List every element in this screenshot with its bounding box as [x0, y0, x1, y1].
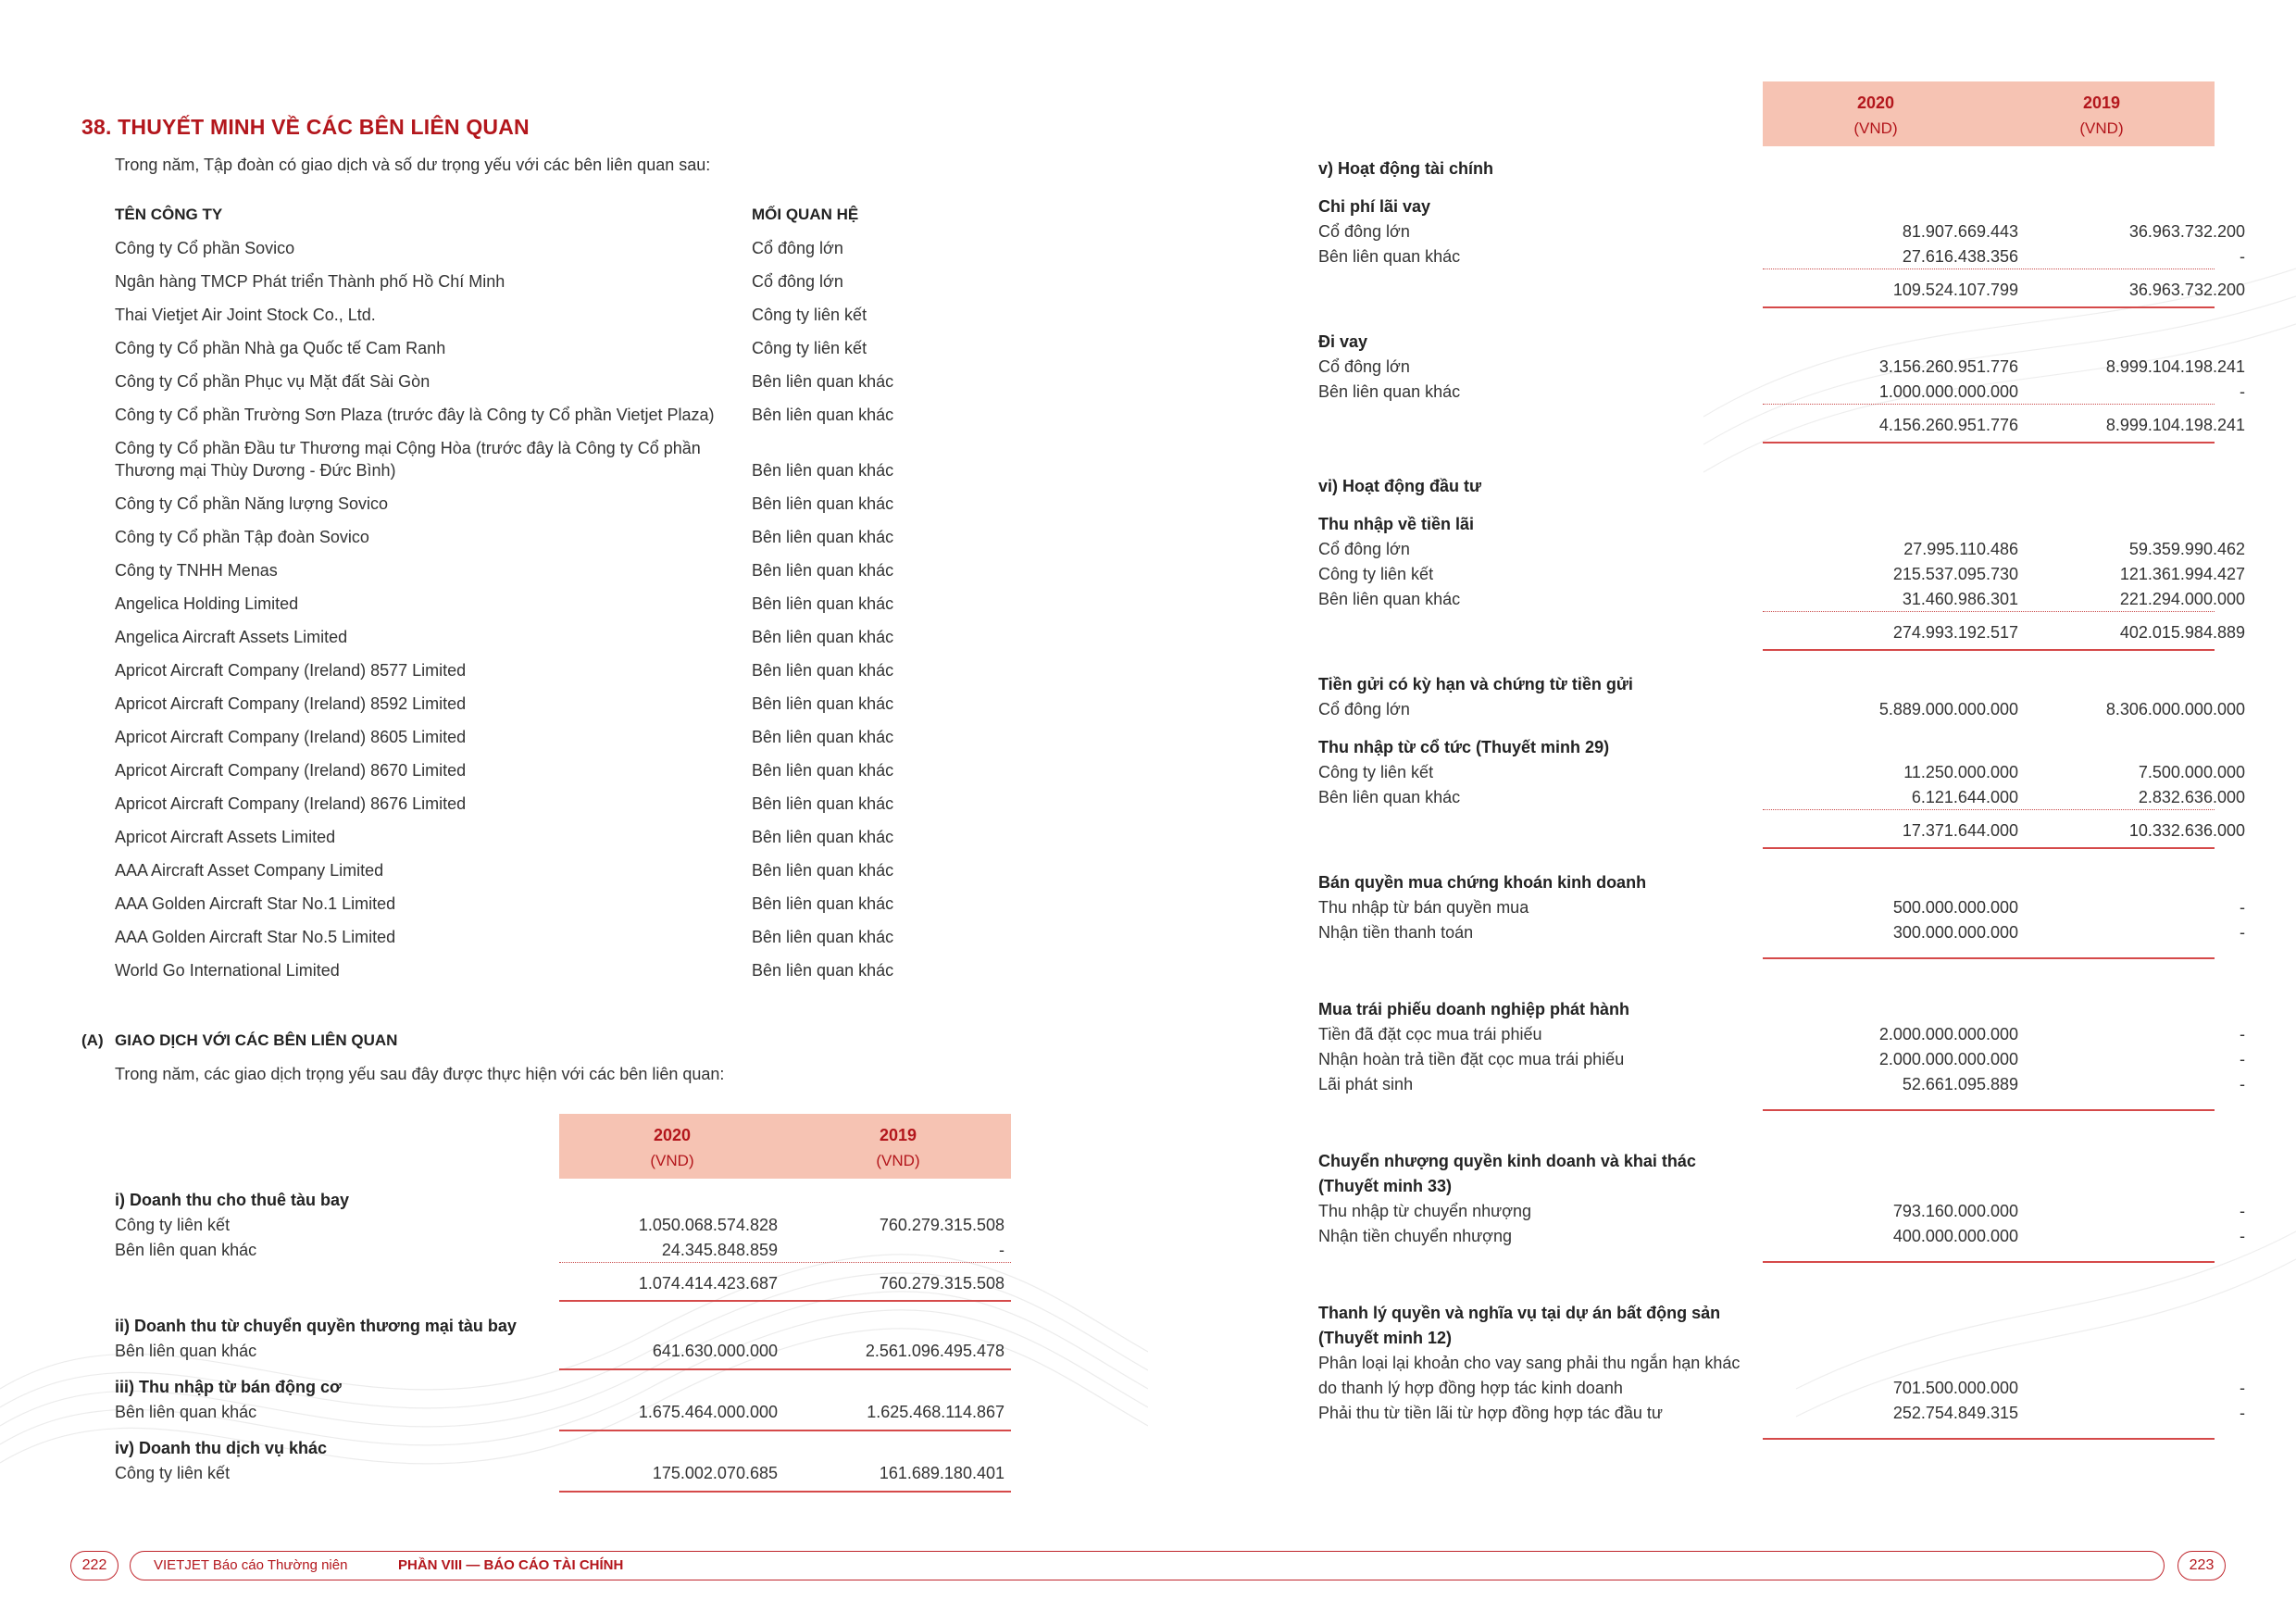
value-2020: 81.907.669.443: [1902, 222, 2018, 241]
row-label: Bên liên quan khác: [1318, 382, 1461, 401]
data-row: [115, 1237, 1011, 1262]
company-name: [115, 959, 752, 981]
company-relation: Công ty liên kết: [752, 339, 867, 357]
spacer: [1318, 651, 2215, 671]
company-row: [115, 304, 1041, 326]
spacer: [1318, 1263, 2215, 1300]
row-label: Công ty liên kết: [115, 1464, 231, 1482]
value-2019: 8.999.104.198.241: [2105, 416, 2245, 434]
company-relation: Bên liên quan khác: [752, 406, 894, 424]
value-2019: -: [2240, 898, 2245, 917]
spacer: [1318, 721, 2215, 734]
row-label: iv) Doanh thu dịch vụ khác: [115, 1439, 328, 1457]
company-name-line: Công ty Cổ phần Nhà ga Quốc tế Cam Ranh: [115, 339, 446, 357]
group-heading: [1318, 869, 2215, 894]
unit-label: (VND): [876, 1152, 920, 1169]
company-name: [115, 759, 752, 781]
value-2020: 1.675.464.000.000: [638, 1403, 778, 1421]
value-2020: 252.754.849.315: [1892, 1404, 2018, 1422]
company-relation: Bên liên quan khác: [752, 728, 894, 746]
company-name: [115, 893, 752, 915]
spacer: [1318, 443, 2215, 464]
company-name-line: Apricot Aircraft Company (Ireland) 8676 Limited: [115, 794, 467, 813]
company-name-line: AAA Golden Aircraft Star No.5 Limited: [115, 928, 396, 946]
value-2020: 400.000.000.000: [1892, 1227, 2018, 1245]
value-2020: 109.524.107.799: [1892, 281, 2018, 299]
value-2019: -: [2240, 1025, 2245, 1043]
company-name: [115, 793, 752, 815]
company-name-line: Apricot Aircraft Company (Ireland) 8670 Limited: [115, 761, 467, 780]
row-label: Thanh lý quyền và nghĩa vụ tại dự án bất động sản: [1318, 1304, 1721, 1322]
company-name-line: Ngân hàng TMCP Phát triển Thành phố Hồ Chí Minh: [115, 272, 505, 291]
row-label: do thanh lý hợp đồng hợp tác kinh doanh: [1318, 1379, 1623, 1397]
company-row: [115, 826, 1041, 848]
column-header-relation: MỐI QUAN HỆ: [752, 206, 859, 223]
value-2020: 1.050.068.574.828: [638, 1216, 778, 1234]
row-rule: [559, 1430, 1011, 1431]
value-2019: -: [2240, 1202, 2245, 1220]
row-label: Cổ đông lớn: [1318, 700, 1410, 718]
year-2020-label: 2020: [1856, 94, 1895, 112]
company-name-line: Apricot Aircraft Company (Ireland) 8592 Limited: [115, 694, 467, 713]
value-2020: 500.000.000.000: [1892, 898, 2018, 917]
row-label: v) Hoạt động tài chính: [1318, 159, 1493, 178]
unit-label: (VND): [1853, 119, 1898, 137]
spacer: [1318, 959, 2215, 996]
company-name: [115, 526, 752, 548]
company-relation: Công ty liên kết: [752, 306, 867, 324]
row-label: Nhận hoàn trả tiền đặt cọc mua trái phiếu: [1318, 1050, 1625, 1068]
section-rule: [1763, 1248, 2215, 1263]
group-heading: [115, 1313, 1011, 1338]
total-row: [1763, 269, 2245, 308]
row-label: i) Doanh thu cho thuê tàu bay: [115, 1191, 349, 1209]
value-2019: -: [2240, 1404, 2245, 1422]
company-name: [115, 926, 752, 948]
data-row: [1318, 1375, 2245, 1400]
company-relation: Bên liên quan khác: [752, 761, 894, 780]
value-2019: 10.332.636.000: [2128, 821, 2245, 840]
row-label: Công ty liên kết: [115, 1216, 231, 1234]
row-label: Phải thu từ tiền lãi từ hợp đồng hợp tác đầu tư: [1318, 1404, 1663, 1422]
row-label: Thu nhập về tiền lãi: [1318, 515, 1475, 533]
data-row: [1318, 536, 2245, 561]
value-2019: 8.999.104.198.241: [2105, 357, 2245, 376]
row-label: Mua trái phiếu doanh nghiệp phát hành: [1318, 1000, 1629, 1018]
row-label: Bên liên quan khác: [115, 1403, 257, 1421]
row-label: Công ty liên kết: [1318, 565, 1434, 583]
company-relation: Bên liên quan khác: [752, 928, 894, 946]
data-row: [1318, 1400, 2245, 1425]
row-label: Nhận tiền thanh toán: [1318, 923, 1474, 942]
company-name: [115, 693, 752, 715]
row-label: Tiền đã đặt cọc mua trái phiếu: [1318, 1025, 1542, 1043]
data-row: [1318, 1223, 2245, 1248]
value-2019: -: [2240, 923, 2245, 942]
section-rule: [1763, 1096, 2215, 1111]
company-name: [115, 270, 752, 293]
group-heading: [1318, 1173, 2215, 1198]
value-2019: 121.361.994.427: [2119, 565, 2245, 583]
value-2020: 4.156.260.951.776: [1878, 416, 2018, 434]
row-label: Cổ đông lớn: [1318, 357, 1410, 376]
company-relation: Bên liên quan khác: [752, 828, 894, 846]
value-2020: 27.995.110.486: [1903, 540, 2018, 558]
data-row: [1318, 759, 2245, 784]
group-heading: [1318, 734, 2215, 759]
group-heading: [1318, 671, 2215, 696]
company-row: [115, 893, 1041, 915]
row-label: ii) Doanh thu từ chuyển quyền thương mại tàu bay: [115, 1317, 517, 1335]
row-label: Tiền gửi có kỳ hạn và chứng từ tiền gửi: [1318, 675, 1633, 693]
related-party-list: [115, 237, 1041, 993]
section-title: 38. THUYẾT MINH VỀ CÁC BÊN LIÊN QUAN: [81, 115, 530, 139]
total-row: [559, 1262, 1011, 1302]
company-name-line: World Go International Limited: [115, 961, 340, 980]
value-2020: 52.661.095.889: [1902, 1075, 2018, 1093]
value-2019: 221.294.000.000: [2119, 590, 2245, 608]
spacer: [1318, 849, 2215, 869]
company-row: [115, 337, 1041, 359]
data-row: [115, 1460, 1011, 1485]
group-heading: [115, 1187, 1011, 1212]
company-name-line: Angelica Holding Limited: [115, 594, 299, 613]
value-2020: 274.993.192.517: [1892, 623, 2018, 642]
value-2020: 2.000.000.000.000: [1878, 1050, 2018, 1068]
group-heading: [1318, 511, 2215, 536]
value-2020: 215.537.095.730: [1892, 565, 2018, 583]
company-relation: Bên liên quan khác: [752, 961, 894, 980]
data-row: [1318, 894, 2245, 919]
row-label: Nhận tiền chuyển nhượng: [1318, 1227, 1512, 1245]
value-2019: 1.625.468.114.867: [867, 1403, 1004, 1421]
footer-bar: [130, 1551, 2165, 1580]
row-label: iii) Thu nhập từ bán động cơ: [115, 1378, 342, 1396]
value-2019: 2.832.636.000: [2138, 788, 2245, 806]
section-rule: [1763, 944, 2215, 959]
data-row: [1318, 1021, 2245, 1046]
company-name: [115, 404, 752, 426]
unit-label: (VND): [650, 1152, 694, 1169]
transactions-table-right: [1318, 156, 2245, 1477]
company-row: [115, 559, 1041, 581]
value-2019: 36.963.732.200: [2128, 281, 2245, 299]
data-row: [1318, 244, 2245, 269]
row-label: Cổ đông lớn: [1318, 222, 1410, 241]
spacer: [1318, 308, 2215, 329]
footer-brand: VIETJET Báo cáo Thường niên: [154, 1557, 348, 1573]
value-2019: -: [2240, 1050, 2245, 1068]
row-label: Phân loại lại khoản cho vay sang phải thu ngắn hạn khác: [1318, 1354, 1741, 1372]
data-row: [1318, 561, 2245, 586]
row-label: Bên liên quan khác: [1318, 247, 1461, 266]
year-2019-label: 2019: [879, 1126, 917, 1144]
company-name: [115, 626, 752, 648]
value-2019: 59.359.990.462: [2128, 540, 2245, 558]
year-header-right: [1763, 81, 2215, 146]
company-relation: Bên liên quan khác: [752, 528, 894, 546]
subsection-a-intro: Trong năm, các giao dịch trọng yếu sau đây được thực hiện với các bên liên quan:: [115, 1065, 725, 1083]
value-2020: 300.000.000.000: [1892, 923, 2018, 942]
value-2019: -: [2240, 382, 2245, 401]
row-rule: [559, 1491, 1011, 1493]
company-row: [115, 593, 1041, 615]
company-row: [115, 926, 1041, 948]
company-name: [115, 304, 752, 326]
company-row: [115, 659, 1041, 681]
company-name: [115, 493, 752, 515]
spacer: [1318, 1111, 2215, 1148]
value-2020: 27.616.438.356: [1902, 247, 2018, 266]
row-label: (Thuyết minh 33): [1318, 1177, 1453, 1195]
company-relation: Bên liên quan khác: [752, 661, 894, 680]
data-row: [1318, 1046, 2245, 1071]
company-name-line: Apricot Aircraft Assets Limited: [115, 828, 336, 846]
company-name: [115, 826, 752, 848]
value-2020: 793.160.000.000: [1892, 1202, 2018, 1220]
company-row: [115, 626, 1041, 648]
value-2019: 760.279.315.508: [879, 1216, 1004, 1234]
value-2019: 760.279.315.508: [879, 1274, 1004, 1293]
group-heading: [1318, 996, 2215, 1021]
row-label: Cổ đông lớn: [1318, 540, 1410, 558]
value-2019: 2.561.096.495.478: [865, 1342, 1004, 1360]
value-2019: 7.500.000.000: [2138, 763, 2245, 781]
row-label: Thu nhập từ bán quyền mua: [1318, 898, 1529, 917]
group-heading: [1318, 1325, 2215, 1350]
company-name: [115, 593, 752, 615]
company-name: [115, 337, 752, 359]
data-row: [1318, 1198, 2245, 1223]
value-2020: 31.460.986.301: [1902, 590, 2018, 608]
subsection-a-label: (A): [81, 1031, 104, 1049]
company-relation: Bên liên quan khác: [752, 372, 894, 391]
company-row: [115, 237, 1041, 259]
group-heading: [115, 1374, 1011, 1399]
company-relation: Cổ đông lớn: [752, 272, 843, 291]
value-2019: -: [2240, 247, 2245, 266]
company-name: [115, 437, 752, 481]
row-label: Bên liên quan khác: [1318, 590, 1461, 608]
row-rule: [559, 1368, 1011, 1370]
group-heading: [1318, 1300, 2215, 1325]
company-relation: Bên liên quan khác: [752, 494, 894, 513]
data-row: [1318, 354, 2245, 379]
value-2020: 641.630.000.000: [652, 1342, 778, 1360]
unit-label: (VND): [2079, 119, 2124, 137]
value-2019: -: [999, 1241, 1004, 1259]
company-row: [115, 859, 1041, 881]
value-2020: 3.156.260.951.776: [1878, 357, 2018, 376]
data-row: [1318, 919, 2245, 944]
company-relation: Bên liên quan khác: [752, 561, 894, 580]
section-heading: [1318, 473, 2215, 498]
company-relation: Bên liên quan khác: [752, 794, 894, 813]
total-row: [1763, 404, 2245, 443]
company-row: [115, 693, 1041, 715]
company-name: [115, 237, 752, 259]
company-name: [115, 559, 752, 581]
section-heading: [1318, 156, 2215, 181]
value-2020: 6.121.644.000: [1911, 788, 2018, 806]
subsection-a-title: GIAO DỊCH VỚI CÁC BÊN LIÊN QUAN: [115, 1031, 398, 1049]
row-label: Bán quyền mua chứng khoán kinh doanh: [1318, 873, 1647, 892]
value-2020: 11.250.000.000: [1903, 763, 2018, 781]
group-heading: [1318, 1148, 2215, 1173]
value-2020: 701.500.000.000: [1892, 1379, 2018, 1397]
section-intro: Trong năm, Tập đoàn có giao dịch và số dư trọng yếu với các bên liên quan sau:: [115, 156, 711, 174]
row-label: Công ty liên kết: [1318, 763, 1434, 781]
value-2020: 24.345.848.859: [661, 1241, 778, 1259]
company-row: [115, 726, 1041, 748]
spacer: [1318, 1440, 2215, 1477]
data-row: [1318, 696, 2245, 721]
row-label: Chi phí lãi vay: [1318, 197, 1431, 216]
data-row: [1318, 784, 2245, 809]
data-row: [115, 1338, 1011, 1363]
value-2020: 5.889.000.000.000: [1878, 700, 2018, 718]
company-name: [115, 859, 752, 881]
value-2019: -: [2240, 1379, 2245, 1397]
year-2020-label: 2020: [653, 1126, 692, 1144]
row-label: Bên liên quan khác: [115, 1342, 257, 1360]
right-page: [1148, 0, 2296, 1624]
company-name: [115, 370, 752, 393]
company-name: [115, 659, 752, 681]
company-name-line: Công ty Cổ phần Tập đoàn Sovico: [115, 528, 369, 546]
company-name-line: Thai Vietjet Air Joint Stock Co., Ltd.: [115, 306, 376, 324]
row-label: Thu nhập từ cổ tức (Thuyết minh 29): [1318, 738, 1610, 756]
row-label: Thu nhập từ chuyển nhượng: [1318, 1202, 1532, 1220]
company-name-line: Công ty Cổ phần Năng lượng Sovico: [115, 494, 389, 513]
data-row: [115, 1399, 1011, 1424]
company-row: [115, 759, 1041, 781]
company-name-line: Thương mại Thùy Dương - Đức Bình): [115, 461, 396, 480]
company-row: [115, 793, 1041, 815]
value-2019: 8.306.000.000.000: [2105, 700, 2245, 718]
value-2019: -: [2240, 1075, 2245, 1093]
company-relation: Bên liên quan khác: [752, 861, 894, 880]
total-row: [1763, 611, 2245, 651]
year-2019-label: 2019: [2082, 94, 2121, 112]
company-name-line: Công ty Cổ phần Đầu tư Thương mại Cộng Hòa (trước đây là Công ty Cổ phần: [115, 439, 701, 457]
data-row: [1318, 1071, 2245, 1096]
company-relation: Bên liên quan khác: [752, 894, 894, 913]
row-label: vi) Hoạt động đầu tư: [1318, 477, 1482, 495]
company-name-line: Apricot Aircraft Company (Ireland) 8577 Limited: [115, 661, 467, 680]
subsection-a-heading: [81, 1031, 397, 1050]
company-relation: Bên liên quan khác: [752, 694, 894, 713]
company-row: [115, 404, 1041, 426]
row-label: Lãi phát sinh: [1318, 1075, 1414, 1093]
company-name-line: Công ty TNHH Menas: [115, 561, 278, 580]
page-number-left: 222: [70, 1551, 119, 1580]
data-row: [1318, 219, 2245, 244]
row-label: Bên liên quan khác: [1318, 788, 1461, 806]
company-row: [115, 959, 1041, 981]
company-name-line: Apricot Aircraft Company (Ireland) 8605 Limited: [115, 728, 467, 746]
value-2020: 1.000.000.000.000: [1878, 382, 2018, 401]
row-label: Bên liên quan khác: [115, 1241, 257, 1259]
value-2019: 36.963.732.200: [2128, 222, 2245, 241]
group-heading: [1318, 329, 2215, 354]
company-name-line: Công ty Cổ phần Trường Sơn Plaza (trước đây là Công ty Cổ phần Vietjet Plaza): [115, 406, 715, 424]
transactions-table-left: [115, 1187, 1011, 1485]
company-name-line: AAA Golden Aircraft Star No.1 Limited: [115, 894, 396, 913]
company-row: [115, 270, 1041, 293]
data-row: [115, 1212, 1011, 1237]
group-heading: [115, 1435, 1011, 1460]
company-relation: Bên liên quan khác: [752, 628, 894, 646]
value-2020: 2.000.000.000.000: [1878, 1025, 2018, 1043]
value-2019: -: [2240, 1227, 2245, 1245]
company-relation: Cổ đông lớn: [752, 239, 843, 257]
footer-part: PHẦN VIII — BÁO CÁO TÀI CHÍNH: [398, 1557, 624, 1573]
value-2020: 17.371.644.000: [1902, 821, 2018, 840]
value-2019: 161.689.180.401: [879, 1464, 1004, 1482]
total-row: [1763, 809, 2245, 849]
row-label: Chuyển nhượng quyền kinh doanh và khai thác: [1318, 1152, 1696, 1170]
data-row: [1318, 1350, 2215, 1375]
row-label: Đi vay: [1318, 332, 1368, 351]
value-2020: 1.074.414.423.687: [638, 1274, 778, 1293]
value-2019: 402.015.984.889: [2119, 623, 2245, 642]
company-name-line: Công ty Cổ phần Sovico: [115, 239, 295, 257]
company-row: [115, 493, 1041, 515]
company-relation: Bên liên quan khác: [752, 594, 894, 613]
company-row: [115, 526, 1041, 548]
page-number-right: 223: [2177, 1551, 2226, 1580]
company-name-line: Angelica Aircraft Assets Limited: [115, 628, 348, 646]
group-heading: [1318, 194, 2215, 219]
company-row: [115, 437, 1041, 481]
row-label: (Thuyết minh 12): [1318, 1329, 1453, 1347]
company-name: [115, 726, 752, 748]
year-header-left: [559, 1114, 1011, 1179]
company-name-line: AAA Aircraft Asset Company Limited: [115, 861, 384, 880]
data-row: [1318, 379, 2245, 404]
section-rule: [1763, 1425, 2215, 1440]
data-row: [1318, 586, 2245, 611]
company-row: [115, 370, 1041, 393]
value-2020: 175.002.070.685: [652, 1464, 778, 1482]
column-header-company: TÊN CÔNG TY: [115, 206, 223, 223]
company-name-line: Công ty Cổ phần Phục vụ Mặt đất Sài Gòn: [115, 372, 430, 391]
company-relation: Bên liên quan khác: [752, 461, 894, 480]
